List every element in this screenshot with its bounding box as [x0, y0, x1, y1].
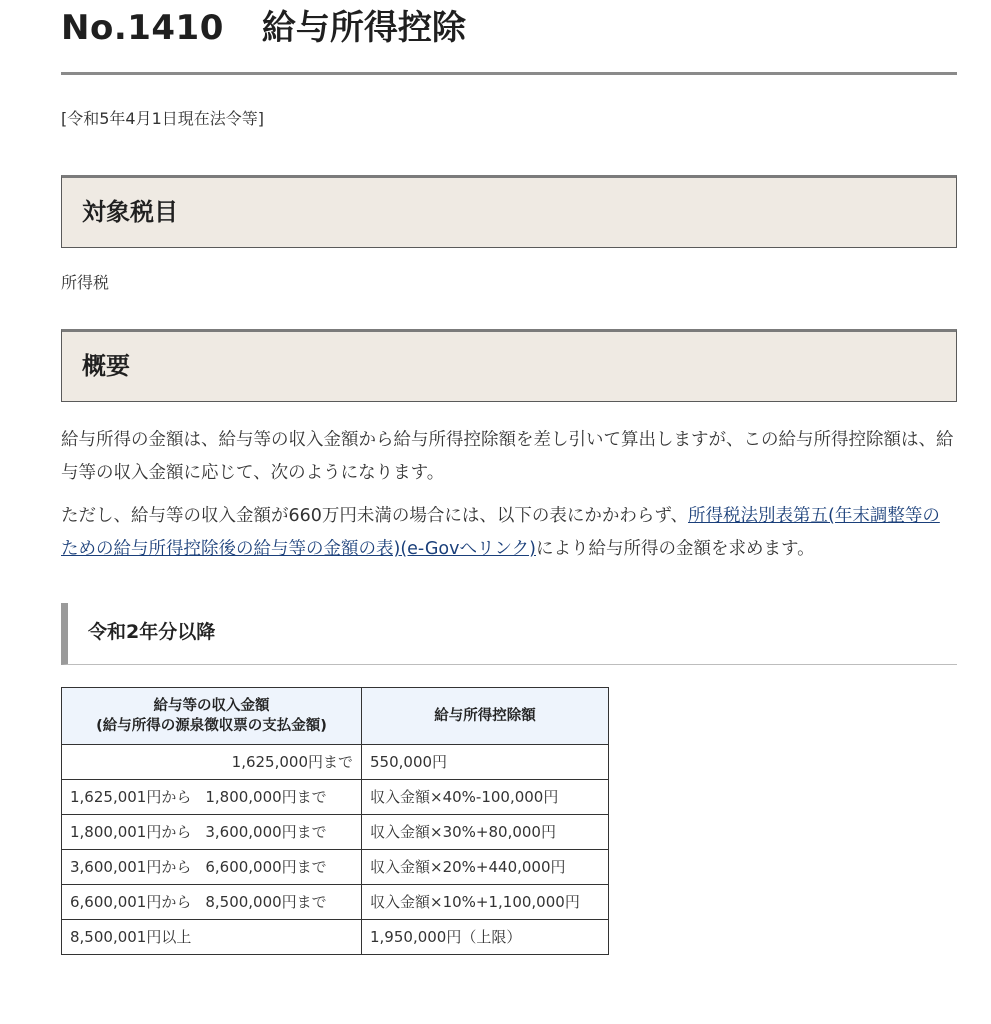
section-heading-overview: 概要	[61, 329, 957, 402]
income-to: 8,500,000円まで	[205, 893, 327, 911]
section-heading-target-tax: 対象税目	[61, 175, 957, 248]
income-from: 1,800,001円から	[70, 823, 192, 841]
table-row	[62, 920, 609, 955]
page-title	[61, 0, 957, 75]
table-row	[62, 745, 609, 780]
income-range-cell	[62, 885, 362, 920]
income-to: 1,625,000円まで	[231, 753, 353, 771]
deduction-cell: 1,950,000円（上限）	[362, 920, 609, 955]
table-row	[62, 815, 609, 850]
table-row	[62, 885, 609, 920]
page-content	[61, 0, 957, 955]
income-to: 6,600,000円まで	[205, 858, 327, 876]
overview-paragraph-1: 給与所得の金額は、給与等の収入金額から給与所得控除額を差し引いて算出しますが、この給与所得控除額は、給与等の収入金額に応じて、次のようになります。	[61, 430, 954, 483]
table-header-row	[62, 688, 609, 745]
page-title-text: 給与所得控除	[261, 8, 466, 48]
date-note: [令和5年4月1日現在法令等]	[61, 109, 265, 128]
income-from: 3,600,001円から	[70, 858, 192, 876]
page-title-number: No.1410	[61, 8, 224, 48]
table-row	[62, 850, 609, 885]
header-income-amount	[62, 688, 362, 745]
deduction-cell: 550,000円	[362, 745, 609, 780]
income-range-cell	[62, 920, 362, 955]
income-to: 1,800,000円まで	[205, 788, 327, 806]
header-deduction-amount: 給与所得控除額	[362, 688, 609, 745]
target-tax-text: 所得税	[61, 273, 110, 292]
deduction-cell: 収入金額×10%+1,100,000円	[362, 885, 609, 920]
income-range-cell	[62, 780, 362, 815]
overview-paragraph-2	[61, 500, 957, 566]
income-range-cell	[62, 745, 362, 780]
income-from: 1,625,001円から	[70, 788, 192, 806]
income-range-cell	[62, 850, 362, 885]
deduction-table	[61, 687, 609, 955]
income-from: 6,600,001円から	[70, 893, 192, 911]
header-income-amount-line1: 給与等の収入金額	[153, 698, 270, 714]
overview-paragraph-2-lead: ただし、給与等の収入金額が660万円未満の場合には、以下の表にかかわらず、	[61, 506, 688, 526]
sub-heading-since-r2: 令和2年分以降	[61, 603, 957, 665]
header-income-amount-line2: (給与所得の源泉徴収票の支払金額)	[96, 718, 327, 734]
income-to: 3,600,000円まで	[205, 823, 327, 841]
income-range-cell	[62, 815, 362, 850]
deduction-cell: 収入金額×20%+440,000円	[362, 850, 609, 885]
deduction-cell: 収入金額×30%+80,000円	[362, 815, 609, 850]
income-from: 8,500,001円以上	[70, 928, 192, 946]
deduction-cell: 収入金額×40%-100,000円	[362, 780, 609, 815]
overview-paragraph-2-tail: により給与所得の金額を求めます。	[535, 539, 815, 559]
table-row	[62, 780, 609, 815]
e-gov-table-link[interactable]: 所得税法別表第五(年末調整等のための給与所得控除後の給与等の金額の表)(e-Govへリンク)	[61, 506, 940, 559]
